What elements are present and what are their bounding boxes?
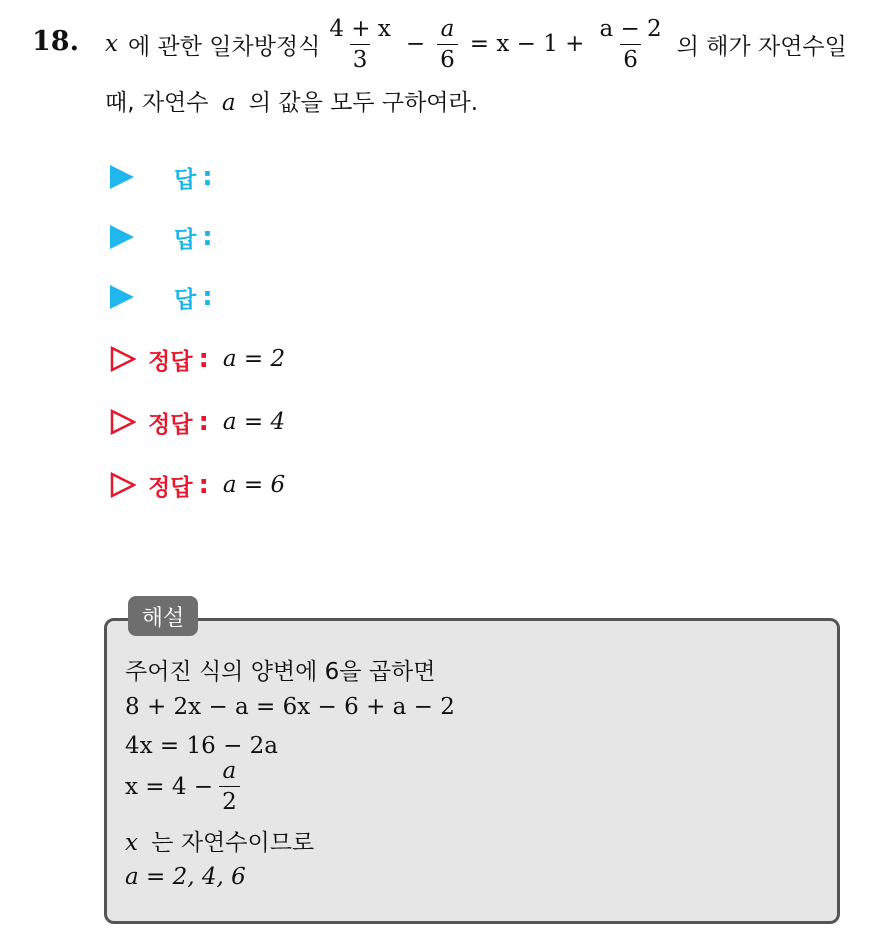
question-line-1 (105, 12, 847, 76)
correct-answer-label: 정답 (148, 474, 193, 501)
filled-triangle-icon (110, 165, 134, 189)
correct-answer-colon: : (198, 407, 209, 437)
correct-answer-value: a = 6 (222, 472, 286, 498)
correct-answer-label: 정답 (148, 348, 193, 375)
fraction-1 (326, 16, 394, 73)
fraction-3-denominator: 6 (620, 44, 641, 73)
correct-answer-label: 정답 (148, 411, 193, 438)
question-tail: 의 해가 자연수일 (676, 33, 847, 60)
outline-triangle-icon (110, 472, 136, 498)
answer-label: 답 (174, 286, 197, 313)
outline-triangle-icon (110, 346, 136, 372)
fraction-2-denominator: 6 (437, 44, 458, 73)
question-number: 18. (32, 26, 79, 57)
solution-line-5 (125, 824, 314, 857)
solution-line-4 (125, 758, 246, 815)
solution-line-5-text: 는 자연수이므로 (151, 830, 315, 856)
solution-fraction-denominator: 2 (219, 786, 240, 815)
correct-answer-colon: : (198, 344, 209, 374)
correct-answer-colon: : (198, 470, 209, 500)
solution-line-6: a = 2, 4, 6 (125, 864, 246, 890)
filled-triangle-icon (110, 285, 134, 309)
solution-fraction (219, 758, 240, 815)
solution-tag: 해설 (128, 596, 198, 636)
filled-triangle-icon (110, 225, 134, 249)
correct-answer-row (110, 342, 285, 376)
var-a: a (221, 90, 236, 116)
fraction-1-numerator: 4 + x (329, 15, 391, 42)
question-line2-after: 의 값을 모두 구하여라. (248, 90, 479, 116)
solution-line-3: 4x = 16 − 2a (125, 733, 279, 759)
middle-expression: = x − 1 + (469, 31, 585, 57)
outline-triangle-icon (110, 409, 136, 435)
fraction-2-numerator: a (440, 15, 455, 42)
answer-label: 답 (174, 166, 197, 193)
answer-colon: : (202, 282, 213, 312)
minus-operator: − (405, 31, 426, 57)
correct-answer-value: a = 2 (222, 346, 286, 372)
question-line-2 (105, 84, 478, 117)
answer-blank-row (110, 280, 213, 314)
correct-answer-row (110, 468, 285, 502)
fraction-3-numerator: a − 2 (599, 15, 662, 42)
fraction-1-denominator: 3 (350, 44, 371, 73)
fraction-3 (596, 16, 664, 73)
solution-fraction-numerator: a (222, 758, 237, 784)
fraction-2 (437, 16, 458, 73)
question-intro: 에 관한 일차방정식 (127, 33, 321, 60)
answer-colon: : (202, 222, 213, 252)
correct-answer-value: a = 4 (222, 409, 286, 435)
correct-answer-row (110, 405, 285, 439)
answer-colon: : (202, 162, 213, 192)
solution-line-4-prefix: x = 4 − (125, 773, 214, 800)
solution-line-2: 8 + 2x − a = 6x − 6 + a − 2 (125, 694, 455, 720)
answer-blank-row (110, 160, 213, 194)
var-x: x (105, 31, 118, 57)
solution-line-1: 주어진 식의 양변에 6을 곱하면 (125, 659, 436, 685)
answer-label: 답 (174, 226, 197, 253)
question-line2-before: 때, 자연수 (105, 90, 209, 116)
answer-blank-row (110, 220, 213, 254)
solution-var-x: x (125, 830, 138, 856)
